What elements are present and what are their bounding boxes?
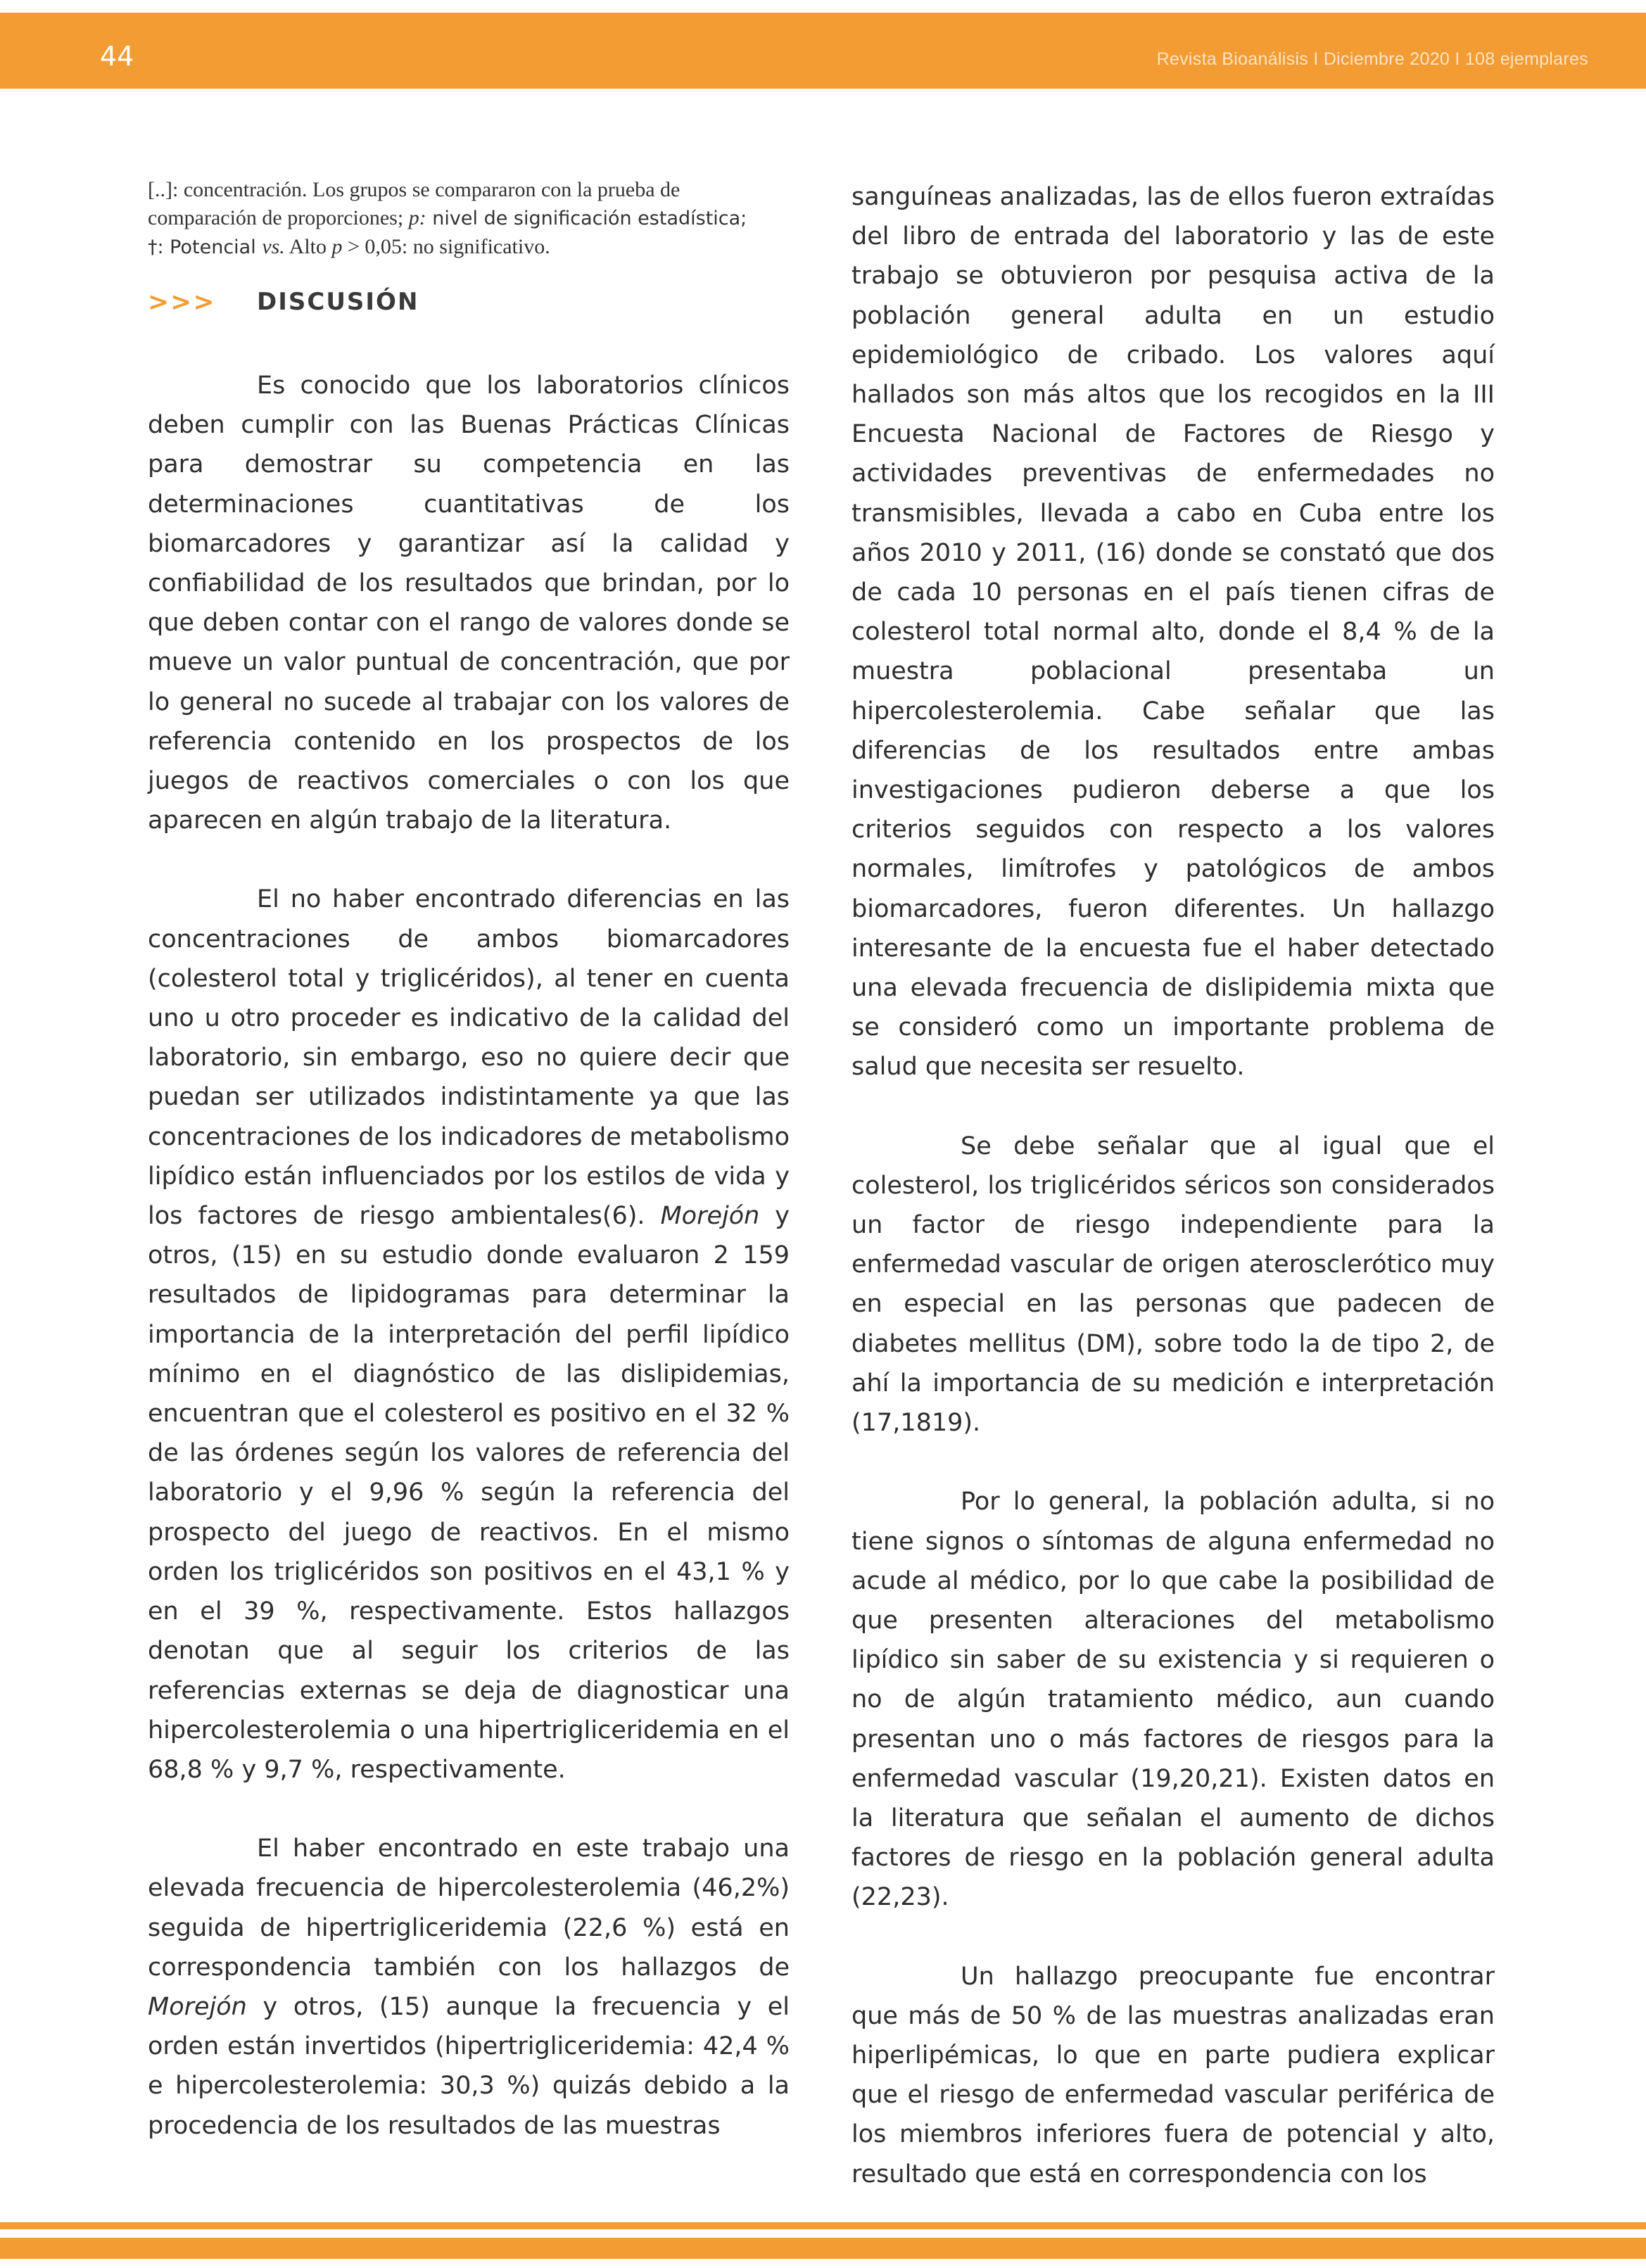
table-footnote — [148, 176, 790, 262]
footnote-text-a: [..]: concentración. Los grupos se compararon con la prueba de comparación de proporciones; — [148, 178, 680, 229]
footnote-vs: vs. — [262, 235, 285, 258]
footer-rule — [0, 2222, 1646, 2229]
footnote-text-b: nivel de significación estadística; — [426, 208, 747, 229]
footnote-text-c: Alto — [284, 235, 332, 258]
header-bar — [0, 13, 1646, 89]
paragraph-text: El haber encontrado en este trabajo una elevada frecuencia de hipercolesterolemia (46,2%) seguida de hipertrigliceridemia (22,6 %) está en correspondencia también con los hallazgos de — [148, 1835, 790, 1982]
paragraph: sanguíneas analizadas, las de ellos fueron extraídas del libro de entrada del laboratorio y las de este trabajo se obtuvieron por pesquisa activa de la población general adulta en un estudio epidemiológico de cribado. Los valores aquí hallados son más altos que los recogidos en la III Encuesta Nacional de Factores de Riesgo y actividades preventivas de enfermedades no transmisibles, llevada a cabo en Cuba entre los años 2010 y 2011, (16) donde se constató que dos de cada 10 personas en el país tienen cifras de colesterol total normal alto, donde el 8,4 % de la muestra poblacional presentaba un hipercolesterolemia. Cabe señalar que las diferencias de los resultados entre ambas investigaciones pudieron deberse a que los criterios seguidos con respecto a los valores normales, limítrofes y patológicos de ambos biomarcadores, fueron diferentes. Un hallazgo interesante de la encuesta fue el haber detectado una elevada frecuencia de dislipidemia mixta que se consideró como un importante problema de salud que necesita ser resuelto. — [852, 183, 1495, 1082]
paragraph-text: El no haber encontrado diferencias en las concentraciones de ambos biomarcadores (colesterol total y triglicéridos), al tener en cuenta uno u otro proceder es indicativo de la calidad del laboratorio, sin embargo, eso no quiere decir que puedan ser utilizados indistintamente ya que las concentraciones de los indicadores de metabolismo lipídico están influenciados por los estilos de vida y los factores de riesgo ambientales(6). — [148, 885, 790, 1231]
footnote-dagger-label: †: Potencial — [148, 236, 262, 258]
footnote-p-symbol: p: — [408, 206, 426, 229]
section-title: DISCUSIÓN — [257, 288, 419, 316]
paragraph: Un hallazgo preocupante fue encontrar que más de 50 % de las muestras analizadas eran hiperlipémicas, lo que en parte pudiera explicar que el riesgo de enfermedad vascular periférica de los miembros inferiores fuera de potencial y alto, resultado que está en correspondencia con los — [852, 1962, 1495, 2188]
paragraph-text: y otros, (15) aunque la frecuencia y el orden están invertidos (hipertrigliceridemia: 42,4 % e hipercolesterolemia: 30,3 %) quizás debido a la procedencia de los resultados de las muestras — [148, 1992, 790, 2140]
paragraph — [148, 880, 790, 1789]
footnote-p-symbol-2: p — [331, 235, 343, 258]
left-column — [148, 173, 790, 2146]
paragraph-text: y otros, (15) en su estudio donde evaluaron 2 159 resultados de lipidogramas para determinar la importancia de la interpretación del perfil lipídico mínimo en el diagnóstico de las dislipidemias, encuentran que el colesterol es positivo en el 32 % de las órdenes según los valores de referencia del laboratorio y el 9,96 % según la referencia del prospecto del juego de reactivos. En el mismo orden los triglicéridos son positivos en el 43,1 % y en el 39 %, respectivamente. Estos hallazgos denotan que al seguir los criterios de las referencias externas se deja de diagnosticar una hipercolesterolemia o una hipertrigliceridemia en el 68,8 % y 9,7 %, respectivamente. — [148, 1202, 790, 1784]
paragraph: Es conocido que los laboratorios clínicos deben cumplir con las Buenas Prácticas Clínicas para demostrar su competencia en las determinaciones cuantitativas de los biomarcadores y garantizar así la calidad y confiabilidad de los resultados que brindan, por lo que deben contar con el rango de valores donde se mueve un valor puntual de concentración, que por lo general no sucede al trabajar con los valores de referencia contenido en los prospectos de los juegos de reactivos comerciales o con los que aparecen en algún trabajo de la literatura. — [148, 372, 790, 835]
paragraph — [148, 1829, 790, 2146]
paragraph: Se debe señalar que al igual que el colesterol, los triglicéridos séricos son considerados un factor de riesgo independiente para la enfermedad vascular de origen aterosclerótico muy en especial en las personas que padecen de diabetes mellitus (DM), sobre todo la de tipo 2, de ahí la importancia de su medición e interpretación (17,1819). — [852, 1132, 1495, 1438]
running-head: Revista Bioanálisis I Diciembre 2020 I 108 ejemplares — [1156, 49, 1588, 69]
section-arrows-icon: >>> — [148, 287, 216, 317]
right-column — [852, 177, 1495, 2194]
footnote-text-d: > 0,05: no significativo. — [342, 235, 550, 258]
page-number: 44 — [100, 41, 134, 72]
footer-bar — [0, 2238, 1646, 2259]
author-name: Morejón — [148, 1992, 247, 2021]
paragraph: Por lo general, la población adulta, si no tiene signos o síntomas de alguna enfermedad no acude al médico, por lo que cabe la posibilidad de que presenten alteraciones del metabolismo lipídico sin saber de su existencia y si requieren o no de algún tratamiento médico, aun cuando presentan uno o más factores de riesgos para la enfermedad vascular (19,20,21). Existen datos en la literatura que señalan el aumento de dichos factores de riesgo en la población general adulta (22,23). — [852, 1488, 1495, 1912]
author-name: Morejón — [660, 1202, 760, 1231]
section-heading — [148, 277, 790, 327]
